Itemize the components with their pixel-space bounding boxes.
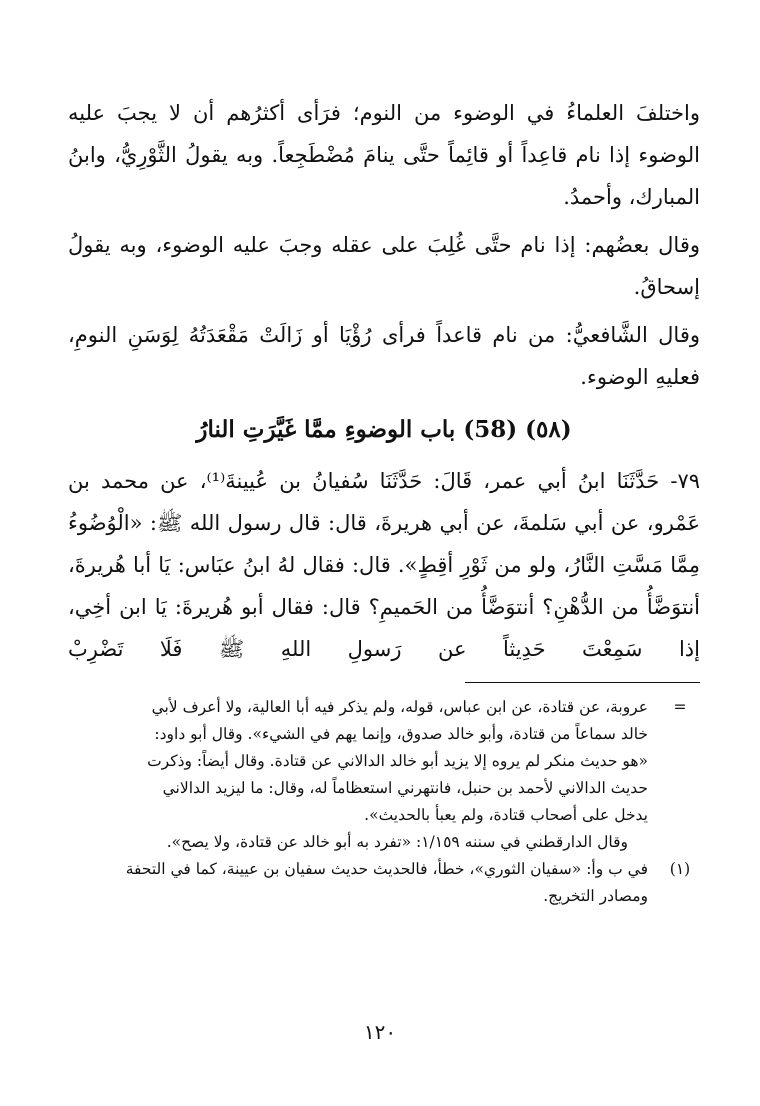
footnote-continuation-marker: = [673,698,687,716]
footnote-line: خالد سماعاً من قتادة، وأبو خالد صدوق، وإنما يهم في الشيء». وقال أبو داود: [154,725,648,743]
footnote-line: عروبة، عن قتادة، عن ابن عباس، قوله، ولم يذكر فيه أبا العالية، ولا أعرف لأبي [151,698,648,716]
footnote-line: حديث الدالاني لأحمد بن حنبل، فانتهرني استعظاماً له، وقال: ما ليزيد الدالاني [162,779,648,797]
main-text-column [68,92,700,670]
intro-paragraph: وقال الشَّافعيُّ: من نام قاعداً فرأى رُؤْيَا أو زَالَتْ مَقْعَدَتُهُ لِوَسَنِ النومِ، فعليهِ الوضوء. [68,323,700,389]
intro-paragraph: وقال بعضُهم: إذا نام حتَّى غُلِبَ على عقله وجبَ عليه الوضوء، وبه يقولُ إسحاقُ. [68,233,700,299]
footnote-line: في ب وأ: «سفيان الثوري»، خطأ، فالحديث حديث سفيان بن عيينة، كما في التحفة [125,860,648,878]
footnote-line: يدخل على أصحاب قتادة، ولم يعبأ بالحديث». [364,806,648,824]
footnote-1 [68,856,700,910]
footnote-line: «هو حديث منكر لم يروه إلا يزيد أبو خالد الدالاني عن قتادة. وقال أيضاً: وذكرت [147,752,648,770]
page-number: ١٢٠ [363,1020,397,1044]
intro-paragraph: واختلفَ العلماءُ في الوضوء من النوم؛ فرَأى أكثرُهم أن لا يجبَ عليه الوضوء إذا نام قاعِداً أو قائِماً حتَّى ينامَ مُضْطَجِعاً. وبه يقولُ الثَّوْرِيُّ، وابنُ المبارك، وأحمدُ. [68,101,700,209]
footnote-line: ومصادر التخريج. [543,887,648,905]
footnotes [68,694,700,910]
hadith-text: ٧٩- حَدَّثَنَا ابنُ أبي عمر، قَالَ: حَدَّثَنَا سُفيانُ بن عُيينةَ⁽¹⁾، عن محمد بن عَمْرو، عن أبي سَلمةَ، عن أبي هريرةَ، قال: قال رسول الله ﷺ: «الْوُضُوءُ مِمَّا مَسَّتِ النَّارُ، ولو من ثَوْرِ أقِطٍ». قال: فقال لهُ ابنُ عبَاس: يَا أبا هُريرةَ، أنتوَضَّأُ من الدُّهْنِ؟ أنتوَضَّأُ من الحَميمِ؟ قال: فقال أبو هُريرةَ: يَا ابن أخِي، إذا سَمِعْتَ حَدِيثاً عن رَسولِ اللهِ ﷺ فَلَا تَضْرِبْ [68,469,700,661]
footnote-divider [465,682,700,683]
footnote-continuation [68,694,700,829]
chapter-heading: (٥٨) (58) باب الوضوءِ ممَّا غَيَّرَتِ النارُ [196,416,572,443]
footnote-1-marker: (١) [669,860,691,878]
footnote-line: وقال الدارقطني في سننه ١/١٥٩: «تفرد به أبو خالد عن قتادة، ولا يصح». [166,833,628,851]
